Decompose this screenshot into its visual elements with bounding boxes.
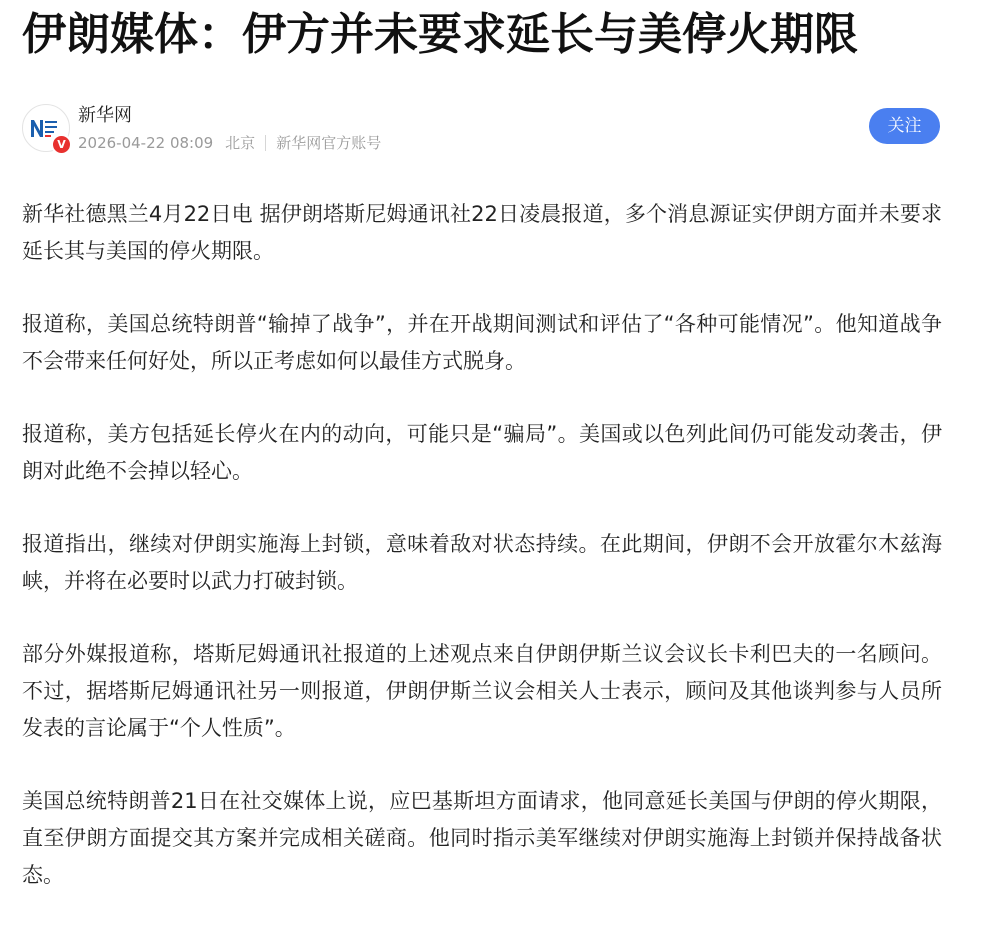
publish-location: 北京 — [225, 134, 256, 152]
account-type: 新华网官方账号 — [276, 134, 382, 152]
author-avatar[interactable] — [22, 104, 70, 152]
follow-button[interactable]: 关注 — [869, 108, 940, 144]
post-meta — [78, 132, 381, 154]
article-paragraph: 报道称，美方包括延长停火在内的动向，可能只是“骗局”。美国或以色列此间仍可能发动袭击，伊朗对此绝不会掉以轻心。 — [22, 422, 942, 483]
article-body — [22, 196, 942, 930]
meta-divider — [265, 135, 266, 151]
article-paragraph: 报道指出，继续对伊朗实施海上封锁，意味着敌对状态持续。在此期间，伊朗不会开放霍尔木兹海峡，并将在必要时以武力打破封锁。 — [22, 532, 942, 593]
author-name[interactable]: 新华网 — [78, 105, 132, 126]
article-paragraph: 美国总统特朗普21日在社交媒体上说，应巴基斯坦方面请求，他同意延长美国与伊朗的停火期限，直至伊朗方面提交其方案并完成相关磋商。他同时指示美军继续对伊朗实施海上封锁并保持战备状态。 — [22, 789, 942, 887]
article-paragraph: 报道称，美国总统特朗普“输掉了战争”，并在开战期间测试和评估了“各种可能情况”。他知道战争不会带来任何好处，所以正考虑如何以最佳方式脱身。 — [22, 312, 942, 373]
article-paragraph: 部分外媒报道称，塔斯尼姆通讯社报道的上述观点来自伊朗伊斯兰议会议长卡利巴夫的一名顾问。不过，据塔斯尼姆通讯社另一则报道，伊朗伊斯兰议会相关人士表示，顾问及其他谈判参与人员所发表的言论属于“个人性质”。 — [22, 642, 942, 740]
author-bar — [22, 100, 940, 160]
article-paragraph: 新华社德黑兰4月22日电 据伊朗塔斯尼姆通讯社22日凌晨报道，多个消息源证实伊朗方面并未要求延长其与美国的停火期限。 — [22, 202, 942, 263]
publish-date: 2026-04-22 08:09 — [78, 134, 214, 152]
article-title: 伊朗媒体：伊方并未要求延长与美停火期限 — [22, 9, 858, 60]
verified-badge-icon: V — [51, 134, 72, 155]
